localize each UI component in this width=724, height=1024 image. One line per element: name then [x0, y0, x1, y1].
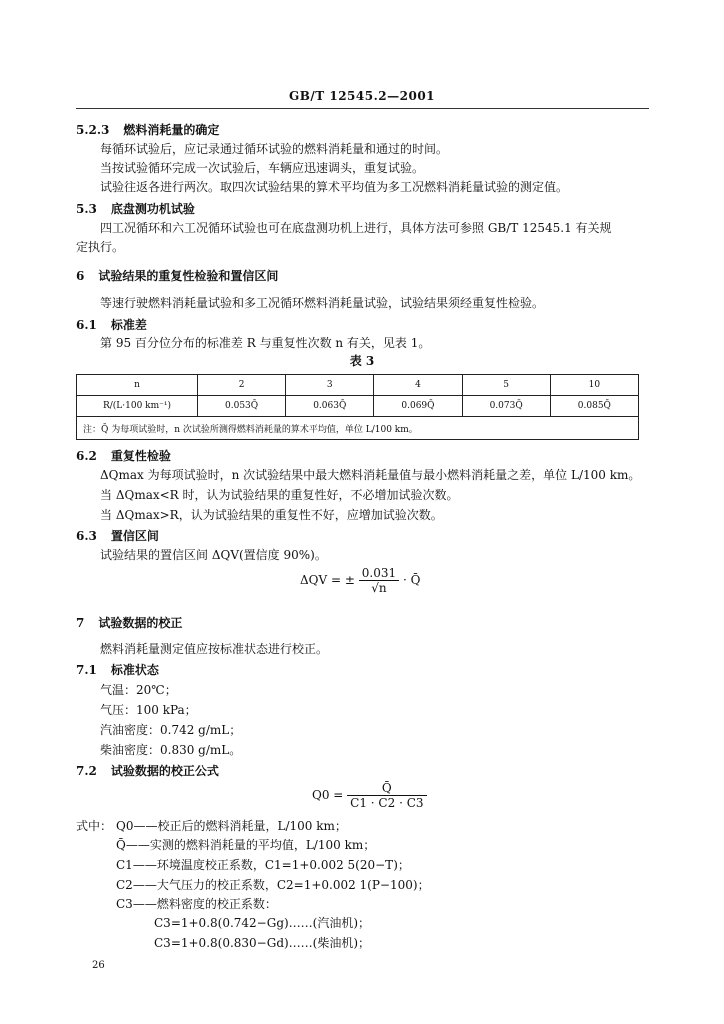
- section-7-heading: [76, 615, 182, 631]
- correction-formula: [312, 780, 427, 810]
- table-row: [77, 396, 639, 417]
- clause-6-2-heading: [76, 448, 171, 464]
- clause-5-3-heading: [76, 201, 195, 217]
- formula-numerator: 0.031: [359, 566, 399, 581]
- c3-formula-line: C3=1+0.8(0.830−Gd)……(柴油机)；: [154, 936, 371, 950]
- paragraph-line: 等速行驶燃料消耗量试验和多工况循环燃料消耗量试验，试验结果须经重复性检验。: [100, 296, 545, 310]
- clause-number: 5.2.3: [76, 123, 110, 137]
- table-cell: 0.053Q̄: [198, 396, 286, 417]
- clause-title: 置信区间: [110, 529, 159, 543]
- section-number: 6: [76, 269, 85, 283]
- paragraph-line: 四工况循环和六工况循环试验也可在底盘测功机上进行，具体方法可参照 GB/T 12545.1 有关规: [100, 221, 612, 235]
- table-note-row: [77, 417, 639, 440]
- clause-title: 燃料消耗量的确定: [123, 123, 220, 137]
- table-cell: 0.069Q̄: [374, 396, 462, 417]
- symbol-definition: Q0——校正后的燃料消耗量，L/100 km；: [116, 819, 347, 833]
- paragraph-line: 试验结果的置信区间 ΔQV(置信度 90%)。: [100, 548, 327, 562]
- paragraph-line: ΔQmax 为每项试验时，n 次试验结果中最大燃料消耗量值与最小燃料消耗量之差，单位 L/100 km。: [100, 468, 641, 482]
- clause-number: 5.3: [76, 202, 97, 216]
- symbol-definition: Q̄——实测的燃料消耗量的平均值，L/100 km；: [116, 838, 376, 852]
- table-cell: 0.063Q̄: [286, 396, 374, 417]
- clause-number: 7.2: [76, 764, 97, 778]
- c3-formula-line: C3=1+0.8(0.742−Gg)……(汽油机)；: [154, 916, 371, 930]
- paragraph-line: 当 ΔQmax>R，认为试验结果的重复性不好，应增加试验次数。: [100, 508, 443, 522]
- section-number: 7: [76, 616, 85, 630]
- section-title: 试验结果的重复性检验和置信区间: [98, 269, 279, 283]
- clause-title: 重复性检验: [110, 449, 171, 463]
- paragraph-line: 定执行。: [76, 240, 125, 254]
- standard-condition-line: 气压：100 kPa；: [100, 703, 197, 717]
- formula-lhs: ΔQV = ±: [300, 573, 355, 587]
- formula-fraction: [359, 566, 399, 595]
- table-cell: 0.085Q̄: [550, 396, 638, 417]
- formula-rhs: · Q̄: [402, 573, 421, 587]
- clause-title: 标准差: [110, 318, 147, 332]
- standard-condition-line: 柴油密度：0.830 g/mL。: [100, 743, 242, 757]
- clause-6-1-heading: [76, 317, 147, 333]
- formula-denominator: √n: [371, 581, 387, 595]
- standard-number-header: GB/T 12545.2—2001: [288, 89, 436, 103]
- table-header-cell: 3: [286, 375, 374, 396]
- standard-condition-line: 汽油密度：0.742 g/mL；: [100, 723, 242, 737]
- formula-lhs: Q0 =: [312, 788, 344, 802]
- confidence-interval-formula: [300, 565, 420, 595]
- table-header-row: [77, 375, 639, 396]
- section-6-heading: [76, 268, 278, 284]
- clause-title: 试验数据的校正公式: [110, 764, 219, 778]
- section-title: 试验数据的校正: [98, 616, 183, 630]
- clause-number: 6.3: [76, 529, 97, 543]
- paragraph-line: 第 95 百分位分布的标准差 R 与重复性次数 n 有关，见表 1。: [100, 336, 431, 350]
- formula-numerator: Q̄: [347, 781, 426, 796]
- clause-number: 7.1: [76, 663, 97, 677]
- symbol-definition: C1——环境温度校正系数，C1=1+0.002 5(20−T)；: [116, 858, 410, 872]
- clause-5-2-3-heading: [76, 122, 219, 138]
- paragraph-line: 燃料消耗量测定值应按标准状态进行校正。: [100, 642, 329, 656]
- clause-7-2-heading: [76, 763, 219, 779]
- header-rule: [76, 108, 649, 109]
- clause-6-3-heading: [76, 528, 159, 544]
- paragraph-line: 当按试验循环完成一次试验后，车辆应迅速调头，重复试验。: [100, 161, 425, 175]
- clause-title: 标准状态: [110, 663, 159, 677]
- table-caption: 表 3: [349, 354, 375, 368]
- paragraph-line: 试验往返各进行两次。取四次试验结果的算术平均值为多工况燃料消耗量试验的测定值。: [100, 180, 569, 194]
- table-row-label: R/(L·100 km⁻¹): [77, 396, 198, 417]
- table-note: 注：Q̄ 为每项试验时，n 次试验所测得燃料消耗量的算术平均值，单位 L/100 km。: [77, 417, 639, 440]
- table-header-cell: 10: [550, 375, 638, 396]
- formula-denominator: C1 · C2 · C3: [350, 796, 424, 810]
- table-header-cell: 5: [462, 375, 550, 396]
- page-number: 26: [92, 960, 105, 971]
- table-header-cell: n: [77, 375, 198, 396]
- table-3: [76, 374, 639, 440]
- table-cell: 0.073Q̄: [462, 396, 550, 417]
- symbol-definition: C3——燃料密度的校正系数：: [116, 897, 277, 911]
- clause-number: 6.1: [76, 318, 97, 332]
- paragraph-line: 当 ΔQmax<R 时，认为试验结果的重复性好，不必增加试验次数。: [100, 488, 459, 502]
- clause-7-1-heading: [76, 662, 159, 678]
- table-header-cell: 4: [374, 375, 462, 396]
- clause-number: 6.2: [76, 449, 97, 463]
- formula-fraction: [347, 781, 426, 810]
- where-label: 式中：: [76, 819, 113, 833]
- symbol-definition: C2——大气压力的校正系数，C2=1+0.002 1(P−100)；: [116, 878, 430, 892]
- clause-title: 底盘测功机试验: [110, 202, 195, 216]
- table-header-cell: 2: [198, 375, 286, 396]
- paragraph-line: 每循环试验后，应记录通过循环试验的燃料消耗量和通过的时间。: [100, 142, 449, 156]
- standard-condition-line: 气温：20℃；: [100, 683, 177, 697]
